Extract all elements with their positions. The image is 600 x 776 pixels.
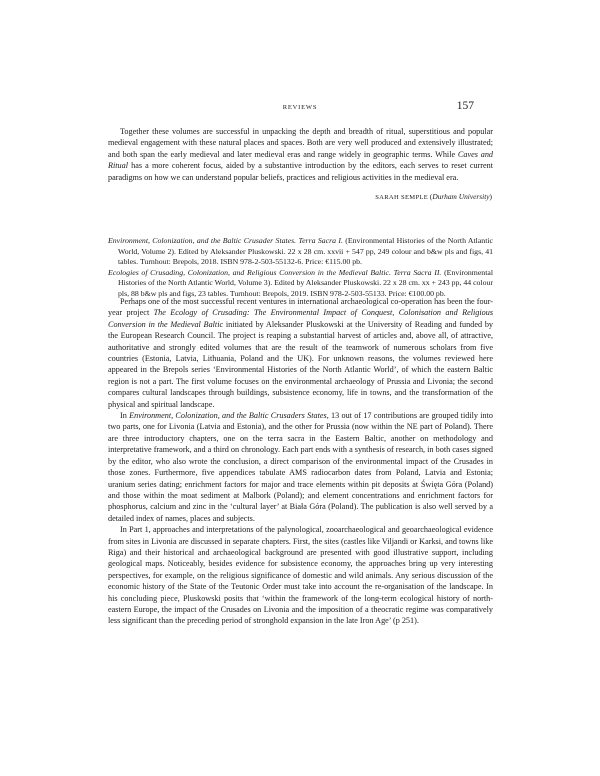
project-title: The Ecology of Crusading: The Environmental Impact of Conquest, Colonisation and Religious Conversion in the Medieval Baltic: [108, 308, 494, 329]
paragraph-text: In Part 1, approaches and interpretations of the palynological, zooarchaeological and geoarchaeological evidence from sites in Livonia are discussed in separate chapters. First, the sites (castles like Viljandi or Karksi, and towns like Riga) and their historical and archaeological background are presented with good illustrative support, including geological maps. Noticeably, besides evidence for subsistence economy, the approaches bring up very interesting perspectives, for example, on the religious significance of domestic and wild animals. Any serious discussion of the economic history of the State of the Teutonic Order must take into account the re-organisation of the landscape. In his concluding piece, Pluskowski posits that ‘within the framework of the long-term ecological history of north-eastern Europe, the impact of the Crusades on Livonia and the imposition of a theocratic regime was comparatively less significant than the preceding period of stronghold expansion in the late Iron Age’ (p 251).: [108, 525, 493, 626]
running-head: [0, 100, 600, 114]
book-title: Ecologies of Crusading, Colonization, and Religious Conversion in the Medieval Baltic. Terra Sacra II.: [108, 267, 442, 277]
bibliography-block: [108, 236, 493, 300]
paragraph-text: In: [120, 411, 130, 421]
book-details: (Environmental Histories of the North Atlantic World, Volume 2). Edited by Aleksander Pluskowski. 22 x 28 cm. xxvii + 547 pp, 249 colour and b&w pls and figs, 41 tables. Turnhout: Brepols, 2018. ISBN 978-2-503-55132-6. Price: €115.00 pb.: [118, 236, 494, 267]
bibliography-entry: [108, 236, 493, 268]
page-number: 157: [456, 100, 474, 112]
intro-paragraph-block: [108, 126, 493, 183]
review-paragraph: [108, 296, 493, 410]
book-title-inline: Environment, Colonization, and the Baltic Crusaders States: [129, 411, 327, 421]
section-title: REVIEWS: [282, 104, 318, 111]
book-title-inline: Caves and Ritual: [108, 149, 494, 171]
review-paragraph: [108, 410, 493, 524]
paragraph-text: , 13 out of 17 contributions are grouped tidily into two parts, one for Livonia (Latvia and Estonia), and the other for Prussia (now within the NE part of Poland). There are three introductory chapters, one on the terra sacra in the Eastern Baltic, another on methodology and interpretative framework, and a third on chronology. Each part ends with a synthesis of research, in both cases signed by the editor, who also wrote the conclusion, a direct comparison of the environmental impact of the Crusades in those zones. Furthermore, five appendices tabulate AMS radiocarbon dates from Poland, Latvia and Estonia; uranium series dating; enrichment factors for major and trace elements within pit deposits at Święta Góra (Poland) and those within the moat sediment at Malbork (Poland); and element concentrations and enrichment factors for phosphorus, calcium and zinc in the ‘cultural layer’ at Biała Góra (Poland). The publication is also well served by a detailed index of names, places and subjects.: [108, 411, 493, 523]
book-details: (Environmental Histories of the North Atlantic World, Volume 3). Edited by Aleksander Pluskowski. 22 x 28 cm. xx + 243 pp, 44 colour pls, 88 b&w pls and figs, 23 tables. Turnhout: Brepols, 2019. ISBN 978-2-503-55133. Price: €100.00 pb.: [118, 267, 493, 298]
reviewer-name: SARAH SEMPLE: [375, 194, 429, 201]
reviewer-affiliation: Durham University: [432, 192, 490, 201]
review-paragraph: [108, 524, 493, 627]
paragraph-text: initiated by Aleksander Pluskowski at the University of Reading and funded by the European Research Council. The project is reaping a substantial harvest of articles and, above all, of attractive, authoritative and strongly edited volumes that are the result of the teamwork of numerous scholars from five countries (Estonia, Latvia, Lithuania, Poland and the UK). For unknown reasons, the volumes reviewed here appeared in the Brepols series ‘Environmental Histories of the North Atlantic World’, of which the eastern Baltic region is not a part. The first volume focuses on the environmental archaeology of Prussia and Livonia; the second compares cultural landscapes through buildings, subsistence economy, life in towns, and the transformation of the physical and spiritual landscape.: [108, 319, 494, 409]
bibliography-entry: [108, 268, 493, 300]
paragraph-text: Perhaps one of the most successful recent ventures in international archaeological co-operation has been the four-year project: [108, 297, 493, 318]
book-title: Environment, Colonization, and the Baltic Crusader States. Terra Sacra I.: [108, 236, 343, 245]
review-body: [108, 296, 493, 627]
intro-paragraph: Together these volumes are successful in unpacking the depth and breadth of ritual, superstitious and popular medieval engagement with these natural places and spaces. Both are very well produced and extensively illustrated; and both span the early medieval and later medieval eras and range widely in geographic terms. While Caves and Ritual has a more coherent focus, aided by a substantive introduction by the editors, each serves to reset current paradigms on how we can understand popular beliefs, practices and religious activities in the medieval era.: [108, 127, 494, 182]
reviewer-signature: SARAH SEMPLE (Durham University): [375, 192, 492, 201]
